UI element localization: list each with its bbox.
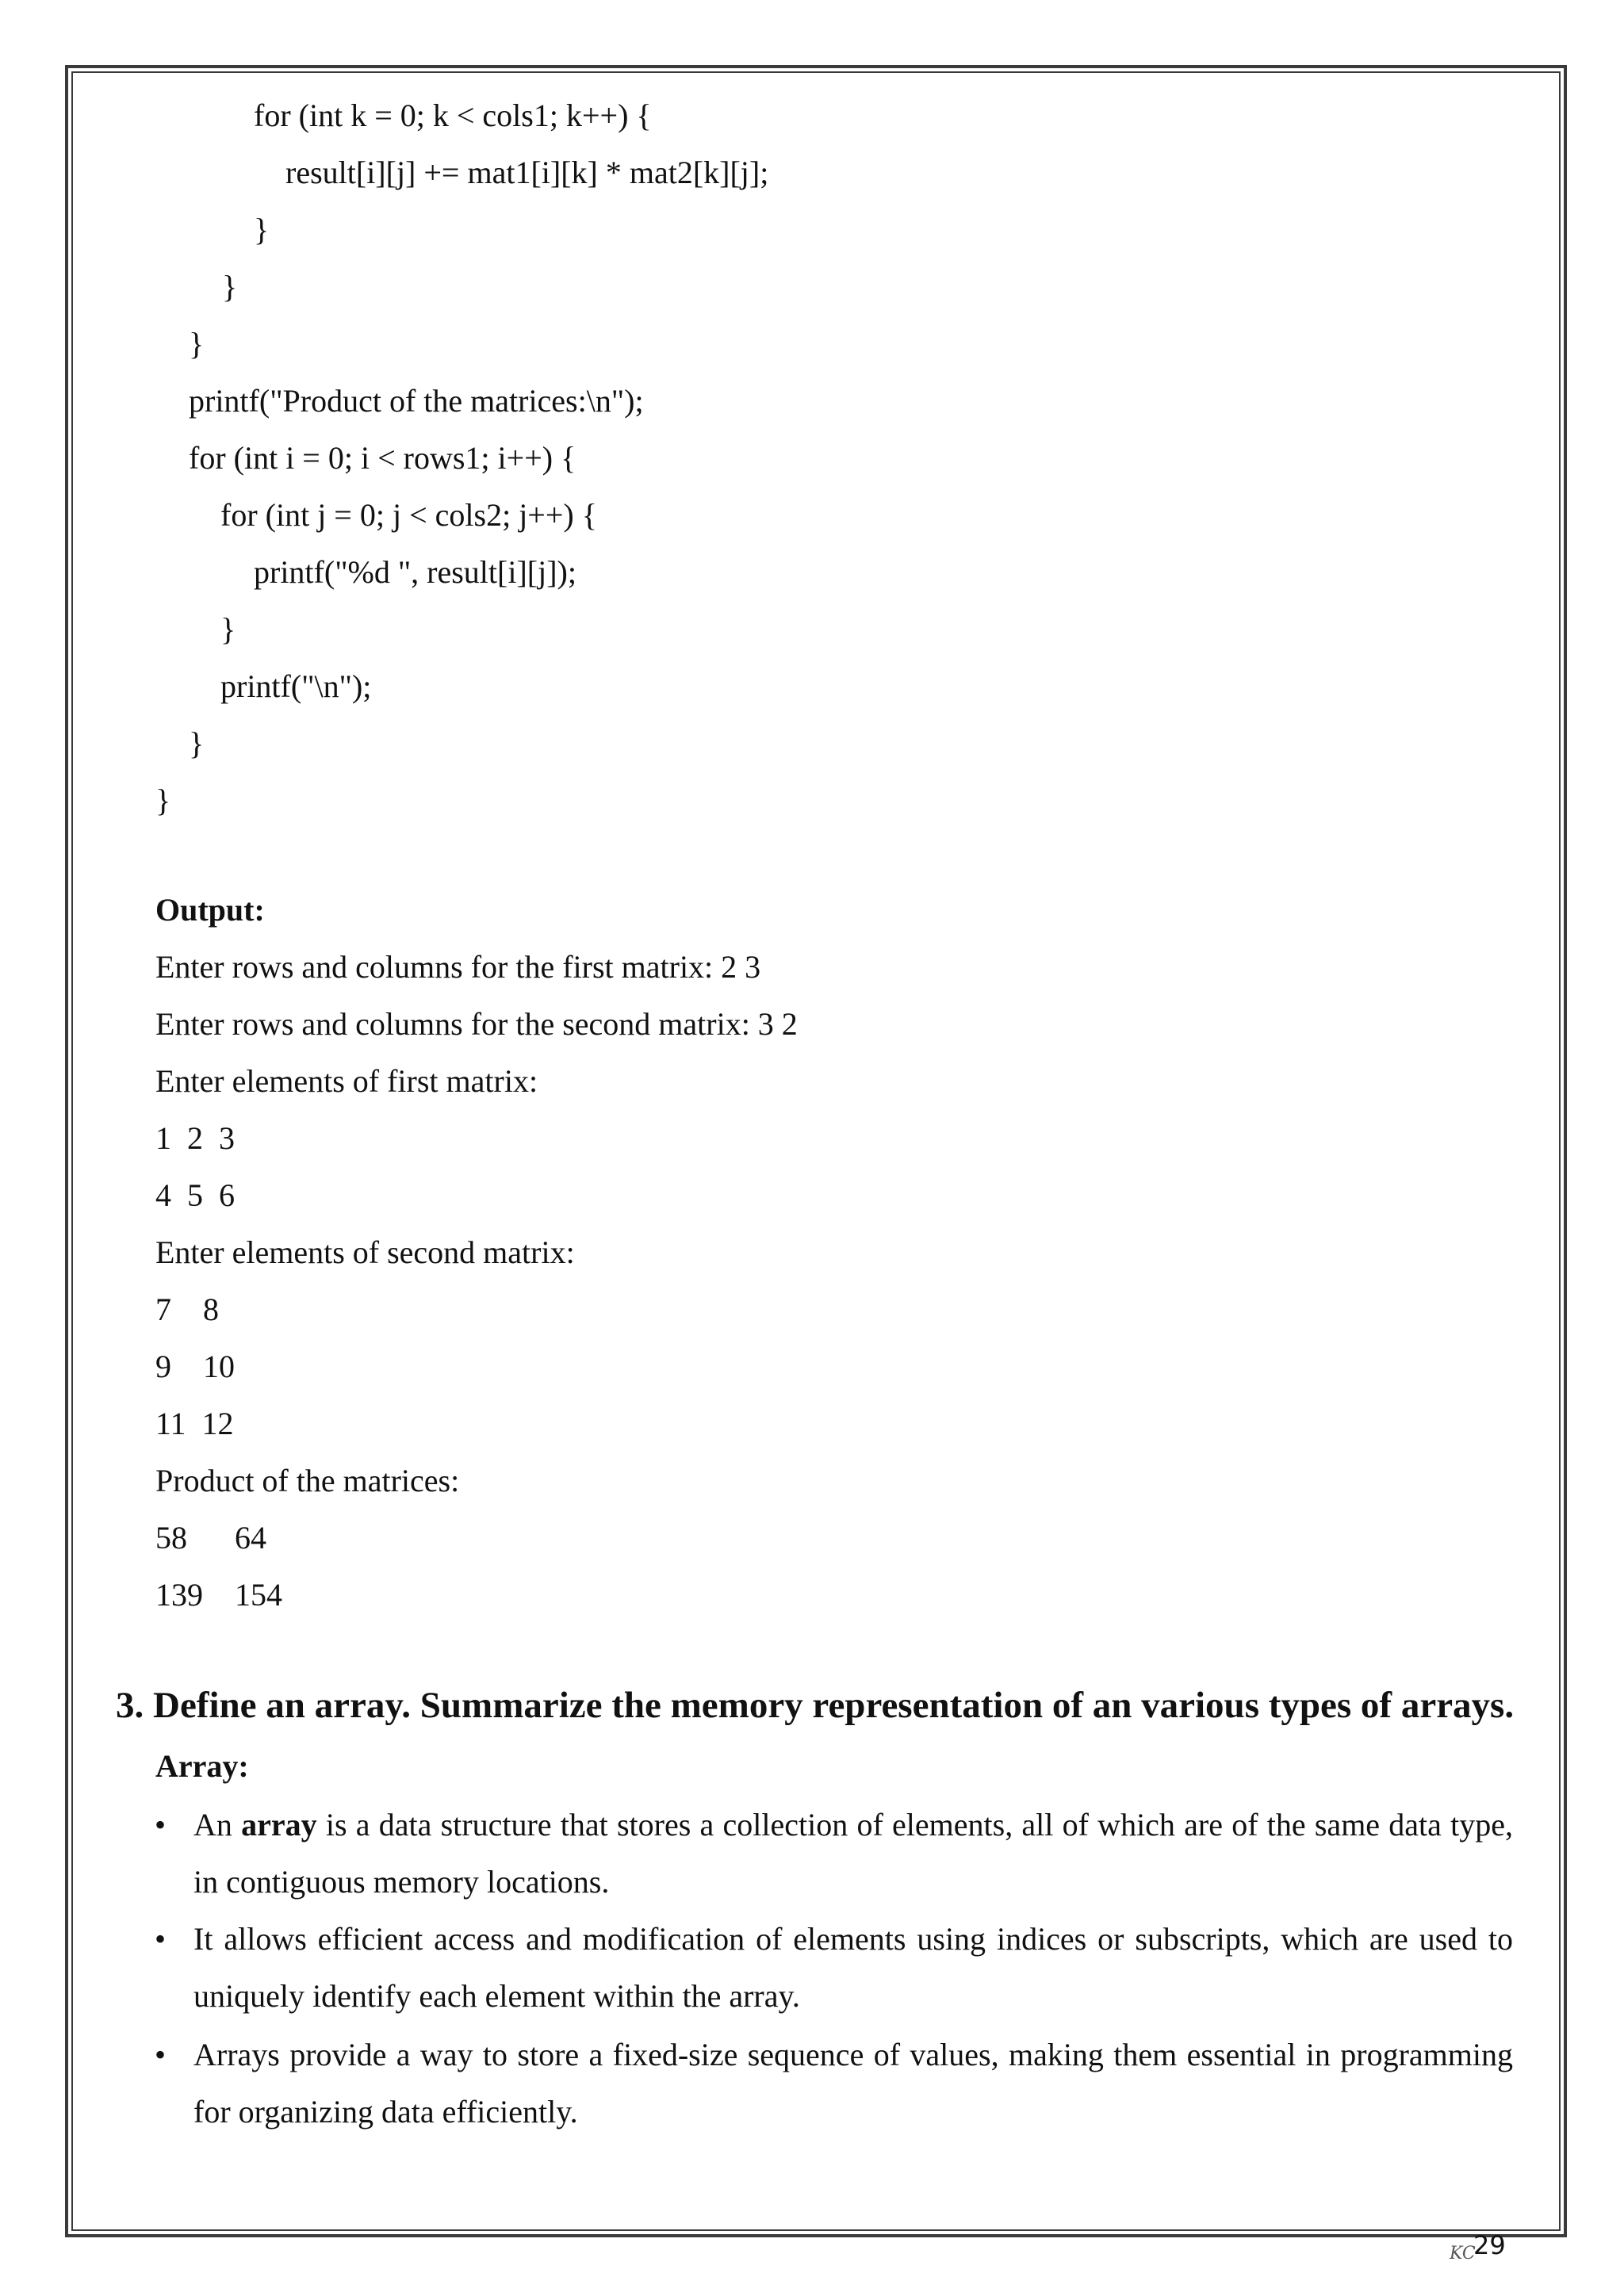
output-line: Enter elements of second matrix:	[155, 1234, 575, 1270]
bullet-bold-term: array	[241, 1807, 317, 1843]
code-line: printf("\n");	[220, 668, 372, 704]
page-number: 29	[1473, 2230, 1506, 2260]
bullet-paragraph: It allows efficient access and modification of elements using indices or subscripts, which are used to uniquely identify each element within the array.	[193, 1921, 1513, 2014]
code-line: }	[189, 725, 205, 761]
bullet-icon: •	[155, 2037, 167, 2072]
output-line: Enter rows and columns for the first matrix: 2 3	[155, 949, 761, 985]
output-line: 1 2 3	[155, 1120, 235, 1156]
bullet-text-start: An	[193, 1807, 242, 1843]
footer-logo-mark: KC	[1450, 2244, 1476, 2263]
output-line: Enter rows and columns for the second matrix: 3 2	[155, 1006, 798, 1042]
code-line: for (int i = 0; i < rows1; i++) {	[189, 440, 576, 476]
output-line: Enter elements of first matrix:	[155, 1063, 538, 1099]
bullet-paragraph	[193, 1797, 1513, 1911]
code-line: printf("Product of the matrices:\n");	[189, 383, 644, 419]
code-line: }	[189, 326, 205, 362]
output-line: Product of the matrices:	[155, 1463, 460, 1498]
bullet-paragraph: Arrays provide a way to store a fixed-size sequence of values, making them essential in programming for organizing data efficiently.	[193, 2037, 1513, 2130]
bullet-icon: •	[155, 1921, 167, 1957]
code-line: }	[155, 783, 171, 818]
section-heading: 3. Define an array. Summarize the memory representation of an various types of arrays.	[116, 1685, 1515, 1726]
code-line: printf("%d ", result[i][j]);	[254, 554, 576, 590]
bullet-text-rest: is a data structure that stores a collection of elements, all of which are of the same data type, in contiguous memory locations.	[193, 1807, 1514, 1900]
output-line: 9 10	[155, 1349, 235, 1384]
code-line: }	[220, 611, 236, 647]
code-line: }	[222, 269, 238, 304]
code-line: result[i][j] += mat1[i][k] * mat2[k][j];	[285, 155, 769, 190]
bullet-icon: •	[155, 1807, 167, 1843]
output-line: 139 154	[155, 1577, 282, 1613]
code-line: }	[254, 212, 270, 247]
output-line: 58 64	[155, 1520, 266, 1556]
output-line: 7 8	[155, 1292, 219, 1327]
code-line: for (int k = 0; k < cols1; k++) {	[254, 98, 652, 133]
section-subheading: Array:	[155, 1748, 249, 1784]
output-line: 11 12	[155, 1406, 234, 1441]
code-line: for (int j = 0; j < cols2; j++) {	[220, 497, 597, 533]
output-heading: Output:	[155, 892, 265, 928]
output-line: 4 5 6	[155, 1177, 235, 1213]
